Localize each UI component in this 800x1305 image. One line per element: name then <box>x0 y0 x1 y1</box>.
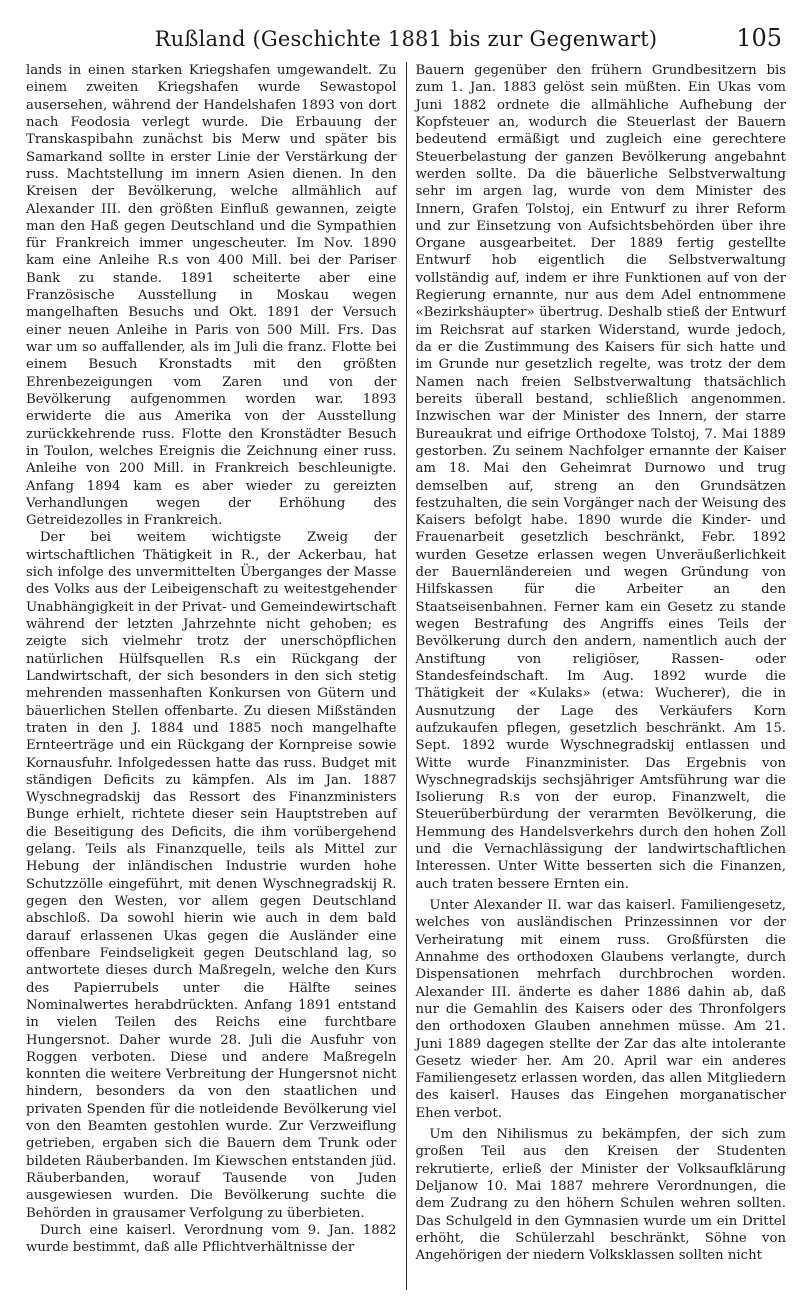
paragraph: Durch eine kaiserl. Verordnung vom 9. Jan. 1882 wurde bestimmt, daß alle Pflichtverhältnisse der <box>26 1222 397 1256</box>
paragraph: Unter Alexander II. war das kaiserl. Familiengesetz, welches von ausländischen Prinzessinnen vor der Verheiratung mit einem russ. Großfürsten die Annahme des orthodoxen Glaubens verlangte, durch Dispensationen mehrfach durchbrochen worden. Alexander III. änderte es daher 1886 dahin ab, daß nur die Gemahlin des Kaisers oder des Thronfolgers den orthodoxen Glauben annehmen müsse. Am 21. Juni 1889 dagegen stellte der Zar das alte intolerante Gesetz wieder her. Am 20. April war ein anderes Familiengesetz erlassen worden, das allen Mitgliedern des kaiserl. Hauses das Eingehen morganatischer Ehen verbot. <box>415 898 786 1121</box>
paragraph: Der bei weitem wichtigste Zweig der wirtschaftlichen Thätigkeit in R., der Ackerbau, hat sich infolge des unvermittelten Überganges der Masse des Volks aus der Leibeigenschaft zu weitestgehender Unabhängigkeit in der Privat- und Gemeindewirtschaft während der letzten Jahrzehnte nicht gehoben; es zeigte sich vielmehr trotz der unerschöpflichen natürlichen Hülfsquellen R.s ein Rückgang der Landwirtschaft, der sich besonders in den sich stetig mehrenden massenhaften Konkursen von Gütern und bäuerlichen Stellen offenbarte. Zu diesen Mißständen traten in den J. 1884 und 1885 noch mangelhafte Ernteerträge und ein Rückgang der Kornpreise sowie Kornausfuhr. Infolgedessen hatte das russ. Budget mit ständigen Deficits zu kämpfen. Als im Jan. 1887 Wyschnegradskij das Ressort des Finanzministers Bunge erhielt, richtete dieser sein Hauptstreben auf die Beseitigung des Deficits, die ihm vorübergehend gelang. Teils als Finanzquelle, teils als Mittel zur Hebung der inländischen Industrie wurden hohe Schutzzölle eingeführt, mit denen Wyschnegradskij R. gegen den Westen, vor allem gegen Deutschland abschloß. Da sowohl hierin wie auch in dem bald darauf erlassenen Ukas gegen die Ausländer eine offenbare Feindseligkeit gegen Deutschland lag, so antwortete dieses durch Maßregeln, welche den Kurs des Papierrubels unter die Hälfte seines Nominalwertes herabdrückten. Anfang 1891 entstand in vielen Teilen des Reichs eine furchtbare Hungersnot. Daher wurde 28. Juli die Ausfuhr von Roggen verboten. Diese und andere Maßregeln konnten die weitere Verbreitung der Hungersnot nicht hindern, besonders da von den staatlichen und privaten Spenden für die notleidende Bevölkerung viel von den Beamten gestohlen wurde. Zur Verzweiflung getrieben, ergaben sich die Bauern dem Trunk oder bildeten Räuberbanden. Im Kiewschen entstanden jüd. Räuberbanden, worauf Tausende von Juden ausgewiesen wurden. Die Bevölkerung suchte die Behörden in grausamer Verfolgung zu überbieten. <box>26 530 397 1221</box>
paragraph: lands in einen starken Kriegshafen umgewandelt. Zu einem zweiten Kriegshafen wurde Sewastopol ausersehen, während der Handelshafen 1893 von dort nach Feodosia verlegt wurde. Die Erbauung der Transkaspibahn zunächst bis Merw und später bis Samarkand sollte in erster Linie der Verstärkung der russ. Machtstellung im innern Asien dienen. In den Kreisen der Bevölkerung, welche allmählich auf Alexander III. den größten Einfluß gewannen, zeigte man den Haß gegen Deutschland und die Sympathien für Frankreich immer ungescheuter. Im Nov. 1890 kam eine Anleihe R.s von 400 Mill. bei der Pariser Bank zu stande. 1891 scheiterte aber eine Französische Ausstellung in Moskau wegen mangelhaften Besuchs und Okt. 1891 der Versuch einer neuen Anleihe in Paris von 500 Mill. Frs. Das war um so auffallender, als im Juli die franz. Flotte bei einem Besuch Kronstadts mit den größten Ehrenbezeigungen vom Zaren und von der Bevölkerung aufgenommen worden war. 1893 erwiderte die aus Amerika von der Ausstellung zurückkehrende russ. Flotte den Kronstädter Besuch in Toulon, welches Ereignis die Zeichnung einer russ. Anleihe von 200 Mill. in Frankreich beschleunigte. Anfang 1894 kam es aber wieder zu gereizten Verhandlungen wegen der Erhöhung des Getreidezolles in Frankreich. <box>26 63 397 529</box>
text-columns <box>26 62 786 1290</box>
running-head: Rußland (Geschichte 1881 bis zur Gegenwart) <box>154 27 658 51</box>
paragraph: Um den Nihilismus zu bekämpfen, der sich zum großen Teil aus den Kreisen der Studenten rekrutierte, erließ der Minister der Volksaufklärung Deljanow 10. Mai 1887 mehrere Verordnungen, die dem Zudrang zu den höhern Schulen wehren sollten. Das Schulgeld in den Gymnasien wurde um ein Drittel erhöht, die Schülerzahl beschränkt, Söhne von Angehörigen der niedern Volksklassen sollten nicht <box>415 1127 786 1264</box>
paragraph: Bauern gegenüber den frühern Grundbesitzern bis zum 1. Jan. 1883 gelöst sein müßten. Ein Ukas vom Juni 1882 ordnete die allmähliche Aufhebung der Kopfsteuer an, wodurch die Steuerlast der Bauern bedeutend ermäßigt und zugleich eine gerechtere Steuerbelastung der ganzen Bevölkerung angebahnt werden sollte. Da die bäuerliche Selbstverwaltung sehr im argen lag, wurde von dem Minister des Innern, Grafen Tolstoj, ein Entwurf zu ihrer Reform und zur Einsetzung von Aufsichtsbehörden über ihre Organe ausgearbeitet. Der 1889 fertig gestellte Entwurf hob eigentlich die Selbstverwaltung vollständig auf, indem er ihre Funktionen auf von der Regierung ernannte, nur aus dem Adel entnommene «Bezirkshäupter» übertrug. Deshalb stieß der Entwurf im Reichsrat auf starken Widerstand, wurde jedoch, da er die Zustimmung des Kaisers für sich hatte und im Grunde nur gesetzlich regelte, was trotz der dem Namen nach freien Selbstverwaltung thatsächlich bereits überall bestand, schließlich angenommen. Inzwischen war der Minister des Innern, der starre Bureaukrat und eifrige Orthodoxe Tolstoj, 7. Mai 1889 gestorben. Zu seinem Nachfolger ernannte der Kaiser am 18. Mai den Geheimrat Durnowo und trug demselben auf, streng an den Grundsätzen festzuhalten, die sein Vorgänger nach der Weisung des Kaisers befolgt habe. 1890 wurde die Kinder- und Frauenarbeit gesetzlich beschränkt, Febr. 1892 wurden Gesetze erlassen wegen Unveräußerlichkeit der Bauernländereien und wegen Gründung von Hilfskassen für die Arbeiter an den Staatseisenbahnen. Ferner kam ein Gesetz zu stande wegen Bestrafung des Angriffs eines Teils der Bevölkerung durch den andern, namentlich auch der Anstiftung von religiöser, Rassen- oder Standesfeindschaft. Im Aug. 1892 wurde die Thätigkeit der «Kulaks» (etwa: Wucherer), die in Ausnutzung der Lage des Verkäufers Korn aufzukaufen pflegen, gesetzlich beschränkt. Am 15. Sept. 1892 wurde Wyschnegradskij entlassen und Witte wurde Finanzminister. Das Ergebnis von Wyschnegradskijs sechsjähriger Amtsführung war die Isolierung R.s von der europ. Finanzwelt, die Steuerüberbürdung der verarmten Bevölkerung, die Hemmung des Handelsverkehrs durch den hohen Zoll und die Vernachlässigung der landwirtschaftlichen Interessen. Unter Witte besserten sich die Finanzen, auch traten bessere Ernten ein. <box>415 63 786 892</box>
left-column <box>26 62 406 1290</box>
right-column <box>407 62 787 1290</box>
page-header <box>26 0 786 62</box>
page-number: 105 <box>736 24 782 52</box>
